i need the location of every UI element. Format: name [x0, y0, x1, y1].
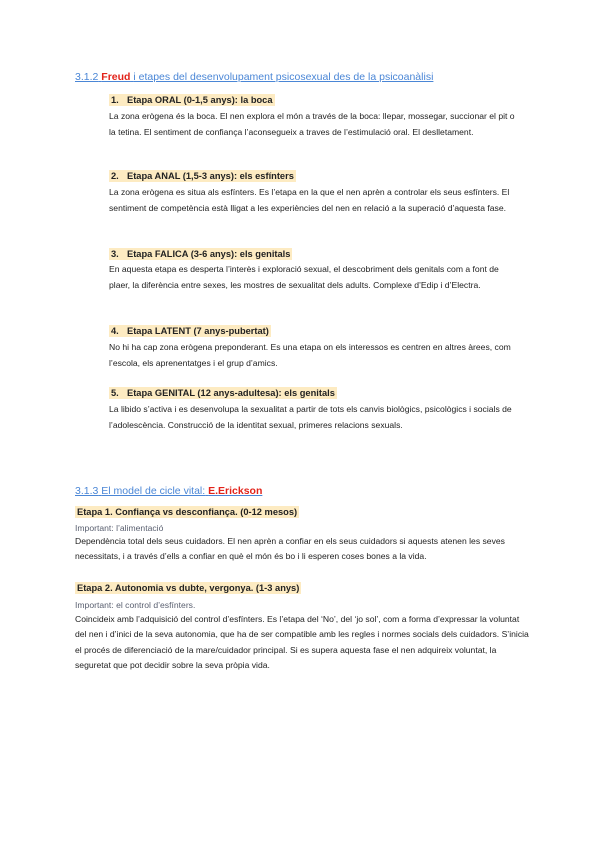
stage-description: Coincideix amb l’adquisició del control d’esfínters. Es l’etapa del ‘No’, del ‘jo sol’, com a forma d’expressar la voluntat del nen i d’inici de la seva autonomia, que ha de ser compatible amb les regles i normes socials dels cuidadors. S’inicia el procés de diferenciació de la mare/cuidador principal. Si es supera aquesta fase el nen adquireix voluntat, la seguretat que pot decidir sobre la seva pròpia vida. — [75, 614, 529, 671]
important-note: Important: l’alimentació — [75, 523, 164, 533]
stage-title: 1. Etapa ORAL (0-1,5 anys): la boca — [111, 95, 273, 105]
section-heading-text: El model de cicle vital: — [101, 485, 206, 497]
stage-description: En aquesta etapa es desperta l’interès i exploració sexual, el descobriment dels genitals com a font de plaer, la diferència entre sexes, les mostres de sexualitat dels adults. Complexe d’Edip i d’Electra. — [109, 264, 499, 290]
stage-description: La libido s’activa i es desenvolupa la sexualitat a partir de tots els canvis biològics, psicològics i socials de l’adolescència. Construcció de la identitat sexual, primeres relacions sexuals. — [109, 404, 512, 430]
stage-title: 5. Etapa GENITAL (12 anys-adultesa): els genitals — [111, 388, 335, 398]
important-note: Important: el control d’esfínters. — [75, 600, 196, 610]
stage-title: Etapa 2. Autonomia vs dubte, vergonya. (1-3 anys) — [77, 583, 300, 593]
author-name: E.Erickson — [208, 485, 263, 497]
section-heading-erickson — [75, 485, 262, 497]
section-number: 3.1.2 — [75, 71, 99, 83]
stage-title: 3. Etapa FALICA (3-6 anys): els genitals — [111, 249, 291, 259]
stage-description: Dependència total dels seus cuidadors. El nen aprèn a confiar en els seus cuidadors si aquests atenen les seves necessitats, i a través d’ells a confiar en què el món és bo i li esperen coses bones a la vida. — [75, 536, 505, 562]
author-name: Freud — [101, 71, 131, 83]
section-heading-freud — [75, 71, 433, 83]
stage-description: La zona erògena és la boca. El nen explora el món a través de la boca: llepar, mossegar, succionar el pit o la tetina. El sentiment de confiança l’aconsegueix a traves de l’estimulació oral. El deslletament. — [109, 111, 515, 137]
stage-title: Etapa 1. Confiança vs desconfiança. (0-12 mesos) — [77, 507, 298, 517]
stage-title: 2. Etapa ANAL (1,5-3 anys): els esfínters — [111, 171, 294, 181]
stage-description: No hi ha cap zona erògena preponderant. Es una etapa on els interessos es centren en altres àrees, com l’escola, els aprenentatges i el grup d’amics. — [109, 342, 511, 368]
section-number: 3.1.3 — [75, 485, 99, 497]
section-heading-text: i etapes del desenvolupament psicosexual des de la psicoanàlisi — [133, 71, 434, 83]
stage-description: La zona erògena es situa als esfínters. Es l’etapa en la que el nen aprèn a controlar els seus esfínters. El sentiment de competència està lligat a les experiències del nen en relació a la superació d’aquesta fase. — [109, 187, 510, 213]
stage-title: 4. Etapa LATENT (7 anys-pubertat) — [111, 326, 269, 336]
